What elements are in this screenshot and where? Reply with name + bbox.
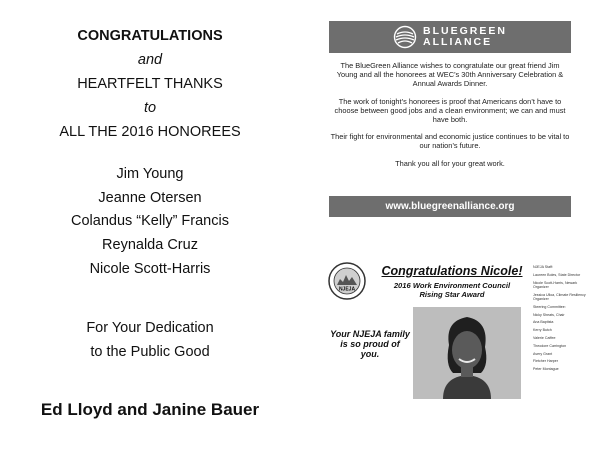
congrats-heading: CONGRATULATIONS	[77, 28, 223, 44]
staff-item: Valerie Caffee	[533, 335, 556, 340]
ads-panel	[300, 0, 600, 450]
and-text: and	[137, 52, 163, 68]
congrats-nicole-title: Congratulations Nicole!	[381, 264, 523, 278]
staff-item: Avery Grant	[533, 351, 553, 356]
bluegreen-paragraph: Their fight for environmental and economic justice continues to be vital to our nation’s future.	[330, 132, 570, 151]
honorees-heading: ALL THE 2016 HONOREES	[59, 124, 241, 140]
staff-item: Steering Committee:	[533, 304, 566, 309]
staff-item: Nicky Sheats, Chair	[533, 312, 565, 317]
bluegreen-header	[329, 21, 571, 53]
honoree-name: Jim Young	[116, 166, 184, 182]
bluegreen-paragraph: Thank you all for your great work.	[395, 158, 505, 168]
thanks-heading: HEARTFELT THANKS	[77, 76, 223, 92]
staff-item: Kerry Butch	[533, 328, 552, 333]
staff-item: Jessica Ulloa, Climate Resiliency Organizer	[533, 292, 586, 301]
staff-item: Peter Montague	[533, 367, 559, 372]
bluegreen-logo-icon	[393, 25, 417, 49]
proud-message: Your NJEJA family is so proud of you.	[330, 329, 410, 359]
bluegreen-name: BLUEGREEN ALLIANCE	[423, 25, 507, 48]
staff-item: NJEJA Staff:	[533, 265, 554, 269]
honoree-name: Nicole Scott-Harris	[89, 261, 211, 277]
dedication-line: to the Public Good	[90, 344, 210, 360]
honoree-name: Reynalda Cruz	[102, 237, 198, 253]
seal-text: NJEJA	[338, 286, 356, 293]
honoree-name: Colandus “Kelly” Francis	[71, 213, 229, 229]
award-subtitle: 2016 Work Environment Council Rising Star Award	[393, 281, 511, 299]
bluegreen-paragraph: The BlueGreen Alliance wishes to congratulate our great friend Jim Young and all the honorees at WEC’s 30th Anniversary Celebration & Annual Awards Dinner.	[336, 61, 564, 89]
portrait-photo	[413, 307, 521, 399]
staff-item: Laureen Boles, State Director	[533, 272, 581, 277]
njeja-seal-icon	[328, 262, 366, 300]
signature: Ed Lloyd and Janine Bauer	[40, 400, 260, 419]
staff-item: Fletcher Harper	[533, 359, 558, 364]
staff-item: Ana Baptista	[533, 320, 554, 325]
staff-item: Nicole Scott-Harris, Newark Organizer	[533, 280, 578, 289]
bluegreen-url: www.bluegreenalliance.org	[329, 196, 571, 217]
bluegreen-paragraph: The work of tonight’s honorees is proof that Americans don’t have to choose between good jobs and a clean environment; we can and must have both.	[334, 96, 566, 125]
to-text: to	[143, 100, 157, 116]
honoree-name: Jeanne Otersen	[98, 190, 202, 206]
staff-item: Theodore Carrington	[533, 343, 567, 348]
bluegreen-message	[330, 61, 570, 176]
staff-list	[533, 265, 591, 375]
dedication-line: For Your Dedication	[86, 320, 214, 336]
